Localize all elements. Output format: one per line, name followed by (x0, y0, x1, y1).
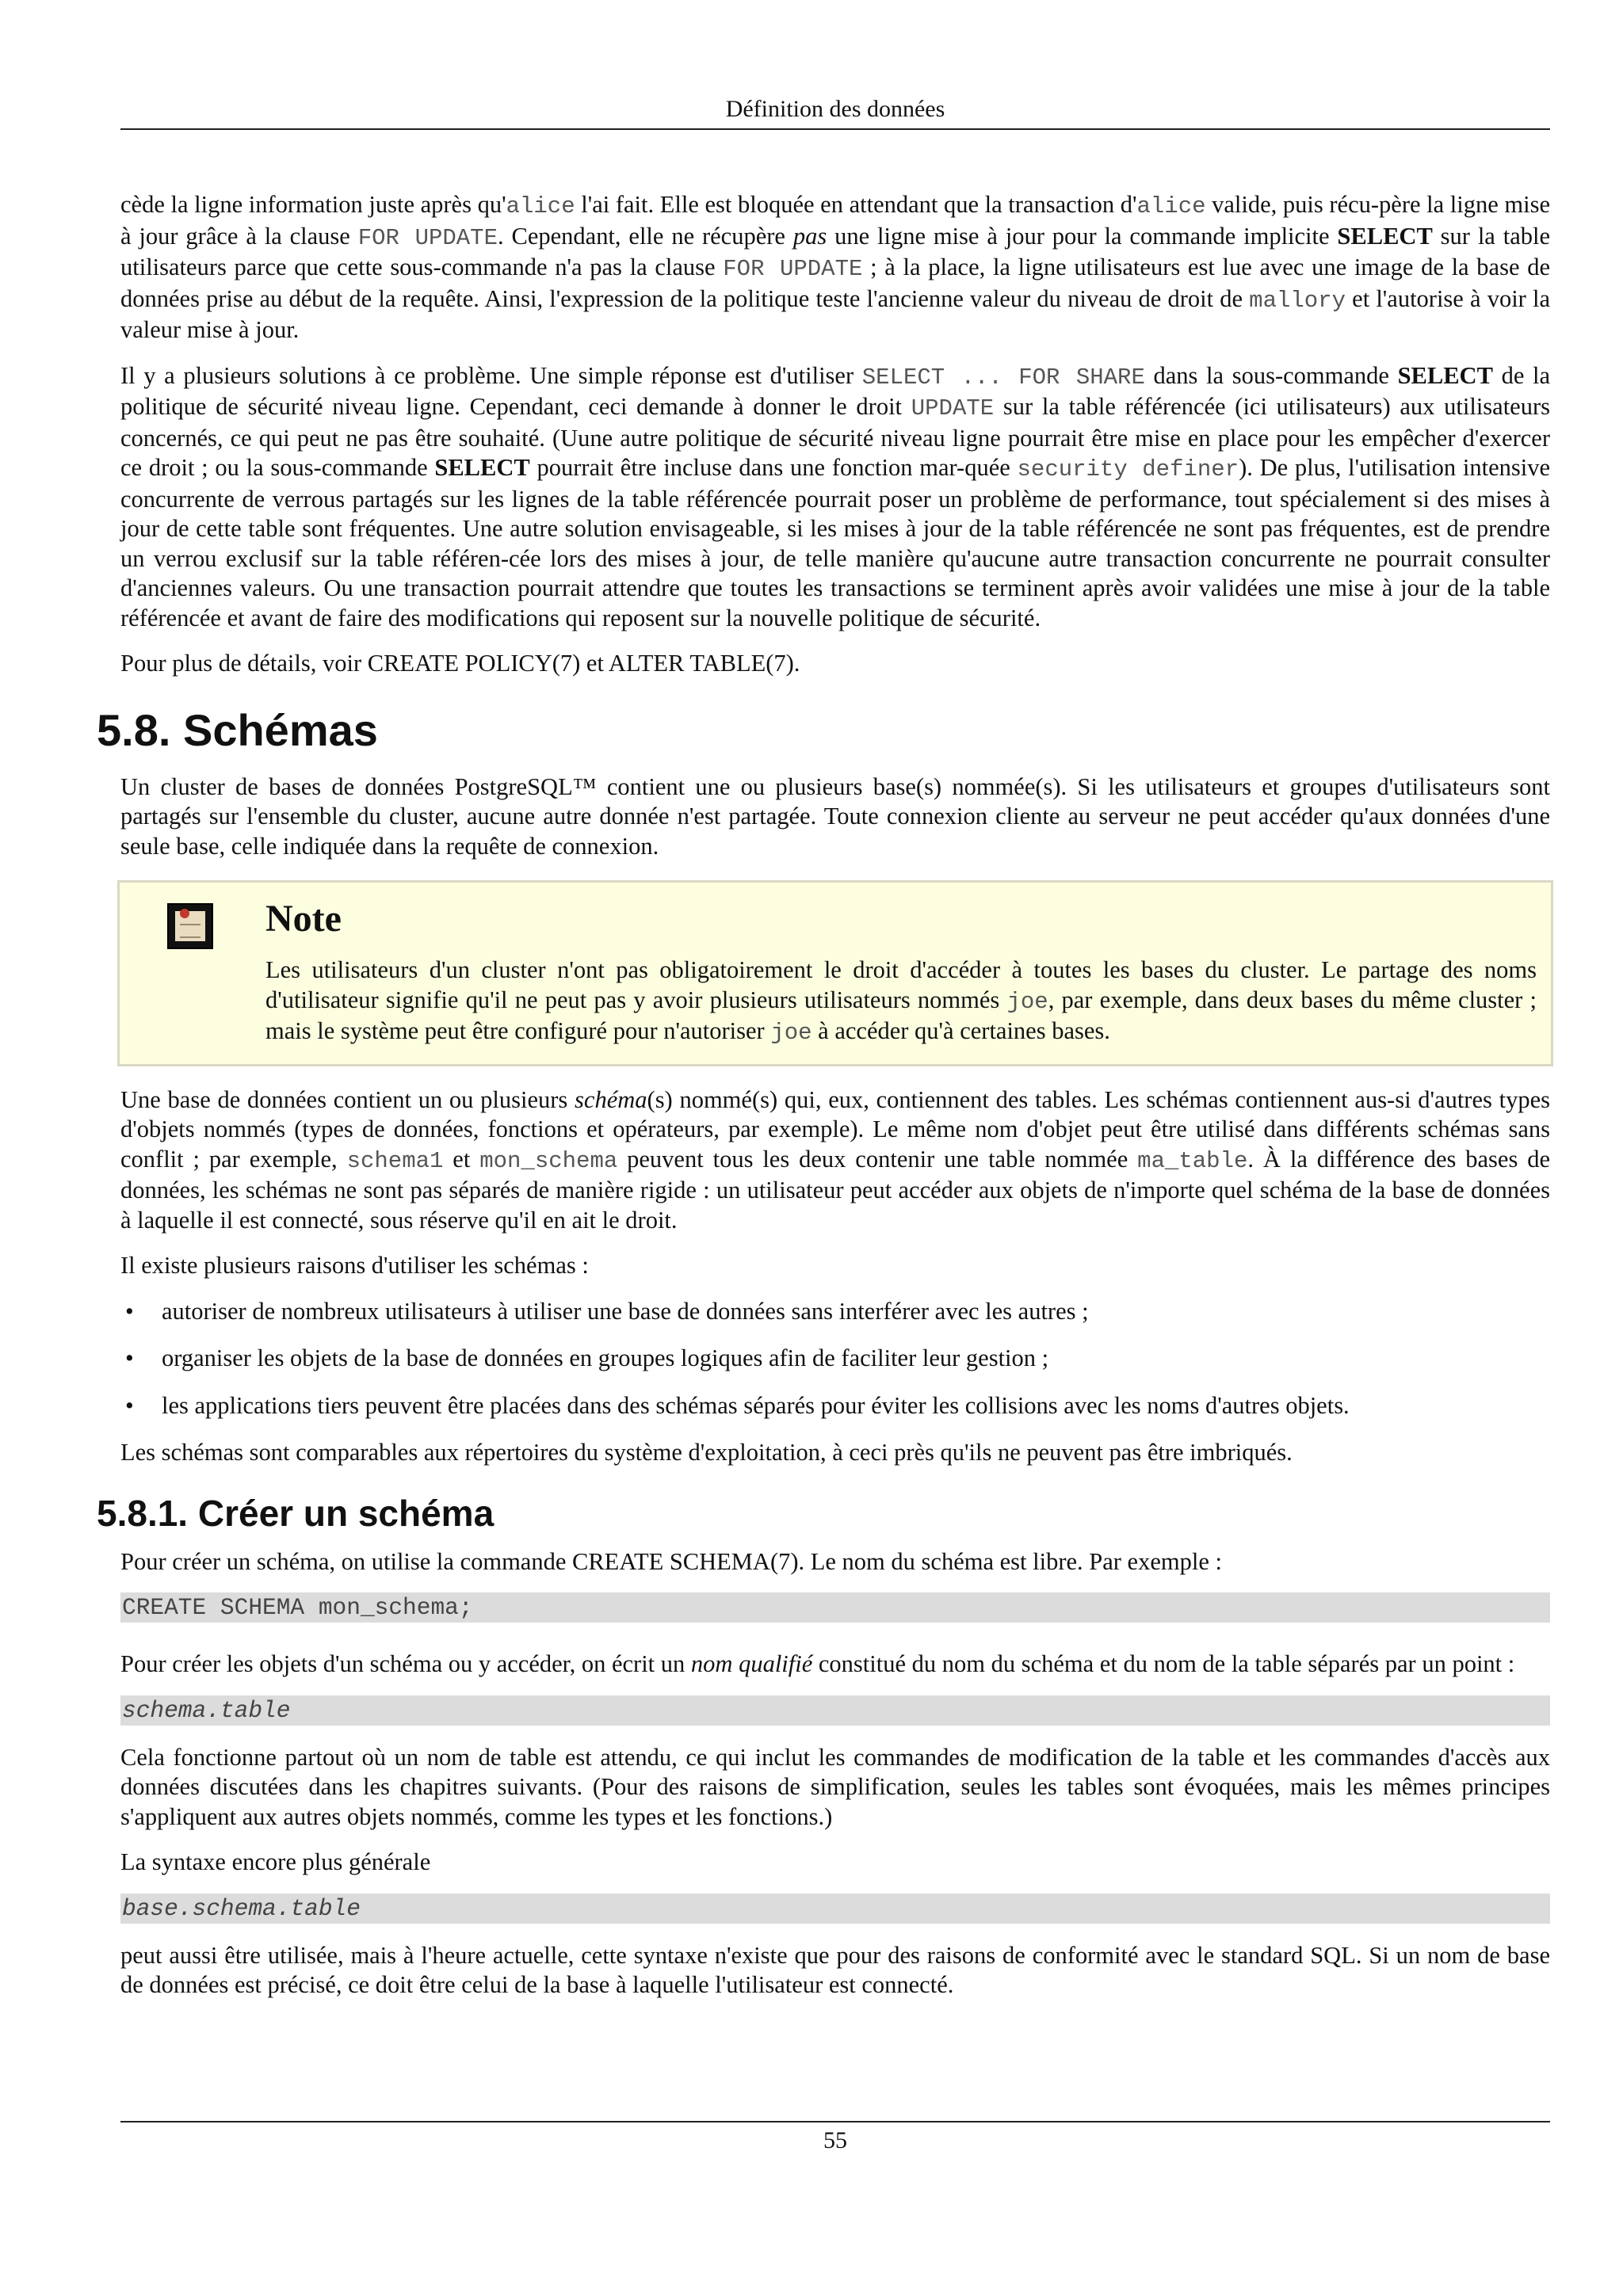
note-text: Les utilisateurs d'un cluster n'ont pas obligatoirement le droit d'accéder à toutes les bases du cluster. Le partage des noms d'utilisateur signifie qu'il ne peut pas y avoir plusieurs utilisateurs nommés joe, par exemple, dans deux bases du même cluster ; mais le système peut être configuré pour n'autoriser joe à accéder qu'à certaines bases. (265, 956, 1537, 1046)
subsection-heading: 5.8.1. Créer un schéma (97, 1492, 495, 1534)
bullet-icon: • (125, 1391, 134, 1419)
subsection-paragraph-5: peut aussi être utilisée, mais à l'heure actuelle, cette syntaxe n'existe que pour des raisons de conformité avec le standard SQL. Si un nom de base de données est précisé, ce doit être celui de la base à laquelle l'utilisateur est connecté. (120, 1941, 1550, 1998)
list-item: • les applications tiers peuvent être placées dans des schémas séparés pour éviter les collisions avec les noms d'autres objets. (120, 1391, 1550, 1421)
code-block: base.schema.table (120, 1894, 1550, 1924)
list-item: • autoriser de nombreux utilisateurs à utiliser une base de données sans interférer avec les autres ; (120, 1297, 1550, 1327)
inline-code: FOR UPDATE (357, 224, 498, 251)
intro-paragraph-3: Pour plus de détails, voir CREATE POLICY(7) et ALTER TABLE(7). (120, 650, 800, 677)
code-block: CREATE SCHEMA mon_schema; (120, 1592, 1550, 1623)
command-name: SELECT (434, 454, 530, 481)
note-icon (167, 903, 213, 949)
inline-code: ma_table (1137, 1147, 1248, 1174)
note-title: Note (265, 898, 342, 940)
page-number: 55 (823, 2127, 847, 2153)
subsection-paragraph-2: Pour créer les objets d'un schéma ou y accéder, on écrit un nom qualifié constitué du nom du schéma et du nom de la table séparés par un point : (120, 1650, 1515, 1677)
footer-divider (120, 2121, 1550, 2122)
emphasis: pas (792, 222, 827, 250)
inline-code: schema1 (346, 1147, 444, 1174)
inline-code: alice (506, 193, 575, 219)
section-heading: 5.8. Schémas (97, 704, 378, 755)
section-paragraph-4: Les schémas sont comparables aux répertoires du système d'exploitation, à ceci près qu'ils ne peuvent pas être imbriqués. (120, 1439, 1293, 1466)
intro-paragraph-1: cède la ligne information juste après qu'alice l'ai fait. Elle est bloquée en attendant que la transaction d'alice valide, puis récu-père la ligne mise à jour grâce à la clause FOR UPDATE. Cependant, elle ne récupère pas une ligne mise à jour pour la commande implicite SELECT sur la table utilisateurs parce que cette sous-commande n'a pas la clause FOR UPDATE ; à la place, la ligne utilisateurs est lue avec une image de la base de données prise au début de la requête. Ainsi, l'expression de la politique teste l'ancienne valeur du niveau de droit de mallory et l'autorise à voir la valeur mise à jour. (120, 191, 1551, 343)
bullet-icon: • (125, 1344, 134, 1371)
intro-paragraph-2: Il y a plusieurs solutions à ce problème. Une simple réponse est d'utiliser SELECT ... FOR SHARE dans la sous-commande SELECT de la politique de sécurité niveau ligne. Cependant, ceci demande à donner le droit UPDATE sur la table référencée (ici utilisateurs) aux utilisateurs concernés, ce qui peut ne pas être souhaité. (Uune autre politique de sécurité niveau ligne pourrait être mise en place pour les empêcher d'exercer ce droit ; ou la sous-commande SELECT pourrait être incluse dans une fonction mar-quée security definer). De plus, l'utilisation intensive concurrente de verrous partagés sur les lignes de la table référencée pourrait poser un problème de performance, tout spécialement si des mises à jour de cette table sont fréquentes. Une autre solution envisageable, si les mises à jour de la table référencée ne sont pas fréquentes, est de prendre un verrou exclusif sur la table référen-cée lors des mises à jour, de telle manière qu'aucune autre transaction concurrente ne pourrait consulter d'anciennes valeurs. Ou une transaction pourrait attendre que toutes les transactions se terminent après avoir validées une mise à jour de la table référencée et avant de faire des modifications qui reposent sur la nouvelle politique de sécurité. (120, 361, 1551, 631)
section-paragraph-2: Une base de données contient un ou plusieurs schéma(s) nommé(s) qui, eux, contiennent des tables. Les schémas contiennent aus-si d'autres types d'objets nommés (types de données, fonctions et opérateurs, par exemple). Le même nom d'objet peut être utilisé dans différents schémas sans conflit ; par exemple, schema1 et mon_schema peuvent tous les deux contenir une table nommée ma_table. À la différence des bases de données, les schémas ne sont pas séparés de manière rigide : un utilisateur peut accéder aux objets de n'importe quel schéma de la base de données à laquelle il est connecté, sous réserve qu'il en ait le droit. (120, 1085, 1551, 1234)
inline-code: FOR UPDATE (723, 256, 863, 282)
inline-code: security definer (1017, 456, 1239, 482)
inline-code: SELECT ... FOR SHARE (861, 364, 1145, 391)
inline-code: UPDATE (911, 395, 995, 421)
emphasis: schéma (575, 1085, 647, 1113)
inline-code: mon_schema (479, 1147, 618, 1174)
inline-code: joe (1006, 988, 1048, 1015)
section-paragraph-3: Il existe plusieurs raisons d'utiliser les schémas : (120, 1252, 589, 1279)
reasons-list (120, 1297, 1550, 1421)
inline-code: alice (1136, 193, 1206, 219)
subsection-paragraph-1: Pour créer un schéma, on utilise la commande CREATE SCHEMA(7). Le nom du schéma est libre. Par exemple : (120, 1547, 1222, 1575)
emphasis: nom qualifié (690, 1650, 813, 1677)
note-callout (117, 880, 1553, 1066)
page-content (97, 190, 1551, 2016)
inline-code: joe (770, 1020, 812, 1046)
header-divider (120, 128, 1550, 130)
command-name: SELECT (1337, 222, 1433, 250)
section-paragraph-1: Un cluster de bases de données PostgreSQL™ contient une ou plusieurs base(s) nommée(s). Si les utilisateurs et groupes d'utilisateurs sont partagés sur l'ensemble du cluster, aucune autre donnée n'est partagée. Toute connexion cliente au serveur ne peut accéder qu'aux données d'une seule base, celle indiquée dans la requête de connexion. (120, 772, 1550, 860)
list-item: • organiser les objets de la base de données en groupes logiques afin de faciliter leur gestion ; (120, 1344, 1550, 1374)
running-header: Définition des données (725, 96, 945, 122)
subsection-paragraph-4: La syntaxe encore plus générale (120, 1848, 431, 1875)
command-name: SELECT (1397, 361, 1493, 389)
code-block: schema.table (120, 1695, 1550, 1726)
inline-code: mallory (1249, 287, 1346, 314)
bullet-icon: • (125, 1297, 134, 1325)
subsection-paragraph-3: Cela fonctionne partout où un nom de table est attendu, ce qui inclut les commandes de modification de la table et les commandes d'accès aux données discutées dans les chapitres suivants. (Pour des raisons de simplification, seules les tables sont évoquées, mais les mêmes principes s'appliquent aux autres objets nommés, comme les types et les fonctions.) (120, 1743, 1550, 1830)
